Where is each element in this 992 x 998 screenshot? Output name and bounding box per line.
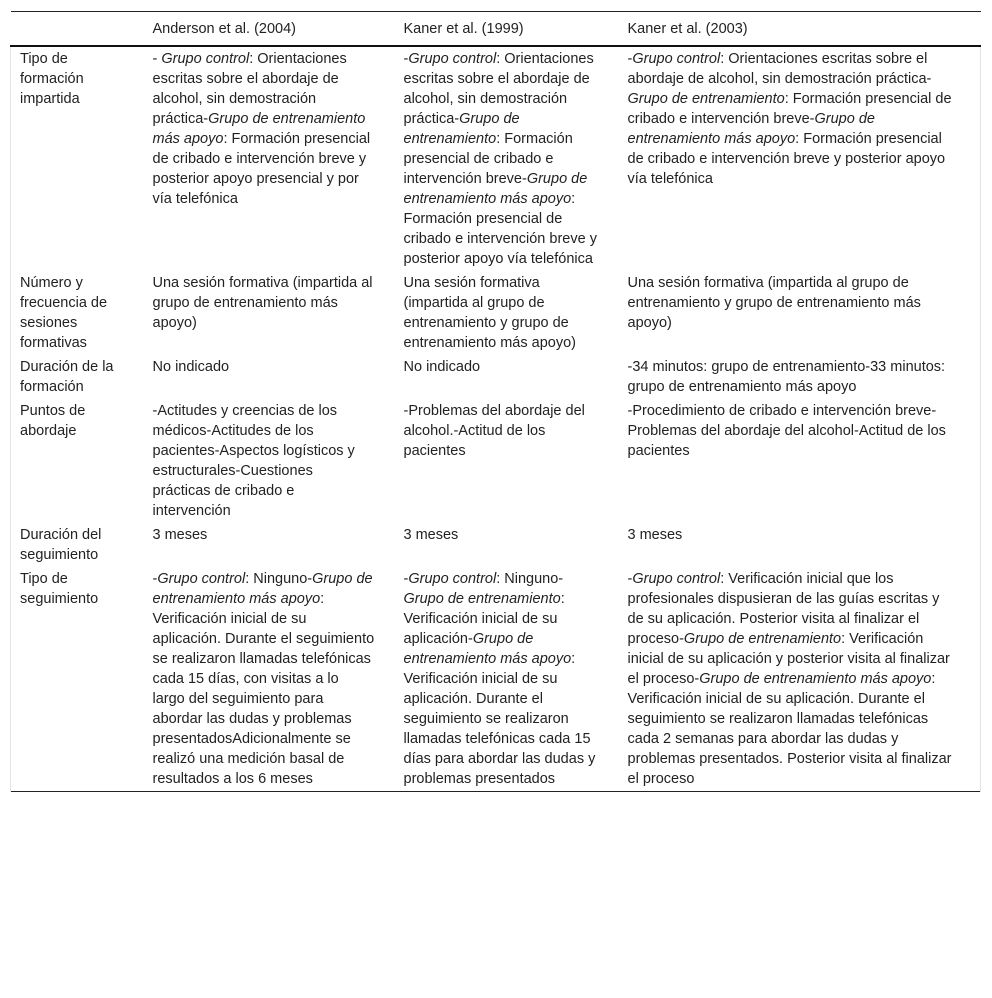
cell-text: -34 minutos: grupo de entrenamiento-33 minutos: grupo de entrenamiento más apoyo — [627, 359, 946, 395]
cell-kaner-1999 — [395, 567, 619, 792]
row-label: Tipo de formación impartida — [11, 46, 144, 271]
group-name: Grupo de entrenamiento — [627, 91, 785, 107]
cell-anderson-2004 — [144, 399, 395, 523]
cell-anderson-2004 — [144, 271, 395, 355]
group-name: Grupo control — [408, 571, 497, 587]
cell-text: : Ninguno- — [496, 571, 564, 587]
group-name: Grupo control — [408, 51, 497, 67]
cell-kaner-1999 — [395, 355, 619, 399]
cell-text: -Problemas del abordaje del alcohol.-Actitud de los pacientes — [403, 403, 585, 459]
cell-text: Una sesión formativa (impartida al grupo de entrenamiento más apoyo) — [152, 275, 373, 331]
table-row — [11, 567, 981, 792]
group-name: Grupo de entrenamiento — [683, 631, 842, 647]
header-kaner-1999: Kaner et al. (1999) — [403, 21, 524, 37]
cell-text: : Formación presencial de cribado e intervención breve y posterior apoyo vía telefónica — [627, 131, 946, 187]
row-label: Tipo de seguimiento — [11, 567, 144, 792]
table-row — [11, 271, 981, 355]
cell-text: : Verificación inicial de su aplicación. Durante el seguimiento se realizaron llamadas telefónicas cada 15 días, con visitas a lo largo del seguimiento para abordar las dudas y problemas presentadosAdicionalmente se realizó una medición basal de resultados a los 6 meses — [152, 591, 375, 787]
cell-text: : Verificación inicial de su aplicación y posterior visita al finalizar el proceso- — [627, 631, 950, 687]
cell-text: : Formación presencial de cribado e intervención breve- — [403, 131, 573, 187]
cell-text: : Verificación inicial que los profesionales dispusieran de las guías escritas y de su aplicación. Posterior visita al finalizar el proceso- — [627, 571, 940, 647]
cell-text: - — [627, 51, 633, 67]
row-label: Número y frecuencia de sesiones formativas — [11, 271, 144, 355]
cell-text: - — [403, 51, 409, 67]
cell-anderson-2004 — [144, 523, 395, 567]
cell-kaner-2003 — [619, 523, 981, 567]
cell-anderson-2004 — [144, 46, 395, 271]
group-name: Grupo de entrenamiento — [403, 591, 561, 607]
cell-text: - — [627, 571, 633, 587]
group-name: Grupo de entrenamiento más apoyo — [403, 631, 572, 667]
group-name: Grupo de entrenamiento más apoyo — [699, 671, 932, 687]
cell-text: - — [403, 571, 409, 587]
group-name: Grupo control — [157, 571, 246, 587]
cell-kaner-1999 — [395, 271, 619, 355]
cell-kaner-2003 — [619, 46, 981, 271]
group-name: Grupo de entrenamiento — [403, 111, 520, 147]
cell-text: Una sesión formativa (impartida al grupo de entrenamiento y grupo de entrenamiento más apoyo) — [403, 275, 576, 351]
cell-text: : Formación presencial de cribado e intervención breve y posterior apoyo vía telefónica — [403, 191, 597, 267]
cell-anderson-2004 — [144, 567, 395, 792]
cell-text: No indicado — [403, 359, 481, 375]
row-label: Duración del seguimiento — [11, 523, 144, 567]
cell-kaner-2003 — [619, 567, 981, 792]
cell-text: 3 meses — [403, 527, 459, 543]
cell-text: : Ninguno- — [245, 571, 313, 587]
row-label: Duración de la formación — [11, 355, 144, 399]
cell-text: : Orientaciones escritas sobre el abordaje de alcohol, sin demostración práctica- — [627, 51, 932, 87]
header-empty — [11, 12, 144, 47]
cell-text: Una sesión formativa (impartida al grupo de entrenamiento y grupo de entrenamiento más apoyo) — [627, 275, 921, 331]
group-name: Grupo control — [632, 51, 721, 67]
cell-kaner-2003 — [619, 271, 981, 355]
group-name: Grupo de entrenamiento más apoyo — [403, 171, 588, 207]
table-row — [11, 46, 981, 271]
cell-text: -Actitudes y creencias de los médicos-Actitudes de los pacientes-Aspectos logísticos y estructurales-Cuestiones prácticas de cribado e intervención — [152, 403, 355, 519]
cell-text: 3 meses — [152, 527, 208, 543]
cell-text: : Formación presencial de cribado e intervención breve- — [627, 91, 952, 127]
cell-text: - — [152, 571, 158, 587]
cell-text: : Orientaciones escritas sobre el abordaje de alcohol, sin demostración práctica- — [403, 51, 594, 127]
cell-text: No indicado — [152, 359, 230, 375]
cell-anderson-2004 — [144, 355, 395, 399]
group-name: Grupo control — [161, 51, 250, 67]
row-label: Puntos de abordaje — [11, 399, 144, 523]
header-kaner-2003: Kaner et al. (2003) — [627, 21, 748, 37]
table-row — [11, 399, 981, 523]
group-name: Grupo de entrenamiento más apoyo — [152, 111, 366, 147]
group-name: Grupo control — [632, 571, 721, 587]
table-row — [11, 523, 981, 567]
cell-text: : Orientaciones escritas sobre el abordaje de alcohol, sin demostración práctica- — [152, 51, 347, 127]
header-anderson-2004: Anderson et al. (2004) — [152, 21, 296, 37]
cell-kaner-2003 — [619, 399, 981, 523]
cell-text: : Verificación inicial de su aplicación. Durante el seguimiento se realizaron llamadas telefónicas cada 2 semanas para abordar las dudas y problemas presentados. Posterior visita al finalizar el proceso — [627, 671, 952, 787]
cell-text: : Verificación inicial de su aplicación- — [403, 591, 565, 647]
cell-kaner-1999 — [395, 523, 619, 567]
cell-kaner-1999 — [395, 46, 619, 271]
cell-text: : Formación presencial de cribado e intervención breve y posterior apoyo presencial y por vía telefónica — [152, 131, 371, 207]
header-row — [11, 12, 981, 47]
cell-kaner-1999 — [395, 399, 619, 523]
cell-text: -Procedimiento de cribado e intervención breve-Problemas del abordaje del alcohol-Actitud de los pacientes — [627, 403, 946, 459]
table-row — [11, 355, 981, 399]
cell-text: : Verificación inicial de su aplicación. Durante el seguimiento se realizaron llamadas telefónicas cada 15 días para abordar las dudas y problemas presentados — [403, 651, 596, 787]
cell-text: - — [152, 51, 162, 67]
group-name: Grupo de entrenamiento más apoyo — [152, 571, 373, 607]
cell-kaner-2003 — [619, 355, 981, 399]
comparison-table — [10, 11, 981, 792]
group-name: Grupo de entrenamiento más apoyo — [627, 111, 875, 147]
cell-text: 3 meses — [627, 527, 683, 543]
table-body — [11, 46, 981, 792]
